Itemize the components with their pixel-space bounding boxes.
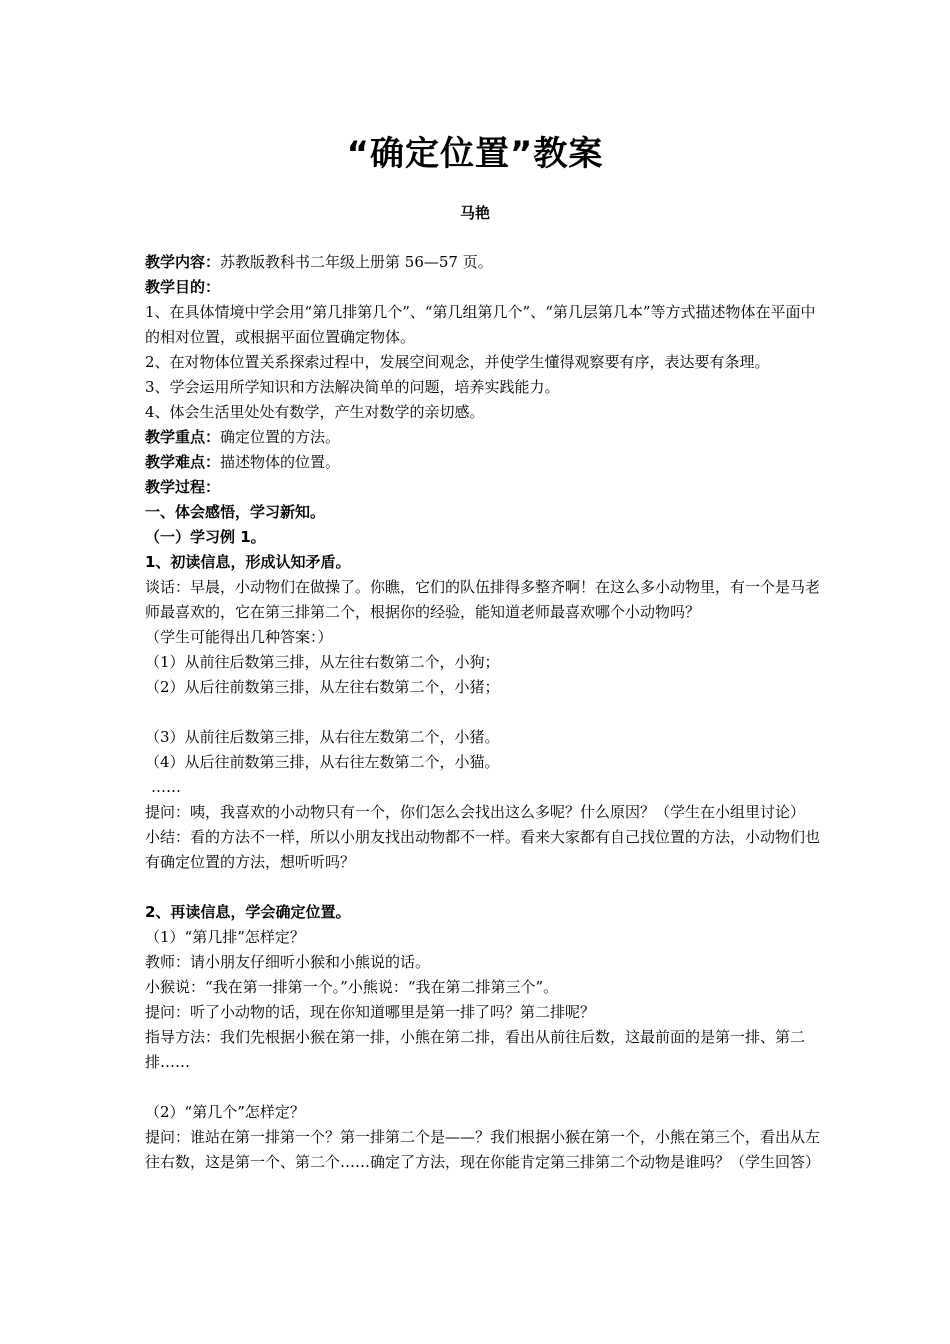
goal-4: 4、体会生活里处处有数学，产生对数学的亲切感。 [145, 403, 485, 421]
monkey-bear-line: 小猴说：“我在第一排第一个。”小熊说：“我在第二排第三个”。 [145, 978, 559, 996]
blank-line [145, 875, 820, 900]
label-process: 教学过程： [145, 478, 221, 496]
step-2-heading: 2、再读信息，学会确定位置。 [145, 903, 351, 921]
question-1: 提问：咦，我喜欢的小动物只有一个，你们怎么会找出这么多呢？什么原因？（学生在小组里讨论） [145, 803, 806, 821]
key-point-line [145, 425, 820, 450]
row-question: （1）“第几排”怎样定？ [145, 928, 305, 946]
guide-paragraph: 指导方法：我们先根据小猴在第一排，小熊在第二排，看出从前往后数，这最前面的是第一排、第二排…… [145, 1028, 806, 1071]
goal-2: 2、在对物体位置关系探索过程中，发展空间观念，并使学生懂得观察要有序，表达要有条理。 [145, 353, 770, 371]
section-1-heading: 一、体会感悟，学习新知。 [145, 503, 326, 521]
label-content: 教学内容： [145, 253, 221, 271]
sub-1-heading: （一）学习例 1。 [145, 528, 266, 546]
difficulty-text: 描述物体的位置。 [220, 453, 341, 471]
blank-line [145, 1075, 820, 1100]
question-2: 提问：听了小动物的话，现在你知道哪里是第一排了吗？第二排呢？ [145, 1003, 596, 1021]
label-difficulty: 教学难点： [145, 453, 221, 471]
document-title: “确定位置”教案 [346, 134, 604, 174]
question-3: 提问：谁站在第一排第一个？第一排第二个是——？我们根据小猴在第一个，小熊在第三个，看出从左往右数，这是第一个、第二个……确定了方法，现在你能肯定第三排第二个动物是谁吗？（学生回答） [145, 1128, 821, 1171]
answer-3: （3）从前往后数第三排，从右往左数第二个，小猪。 [145, 728, 500, 746]
document-body [145, 250, 820, 1175]
difficulty-line [145, 450, 820, 475]
label-goals: 教学目的： [145, 278, 221, 296]
ellipsis: …… [151, 778, 181, 796]
blank-line [145, 700, 820, 725]
answer-4: （4）从后往前数第三排，从右往左数第二个，小猫。 [145, 753, 500, 771]
step-1-heading: 1、初读信息，形成认知矛盾。 [145, 553, 351, 571]
key-text: 确定位置的方法。 [220, 428, 341, 446]
label-key: 教学重点： [145, 428, 221, 446]
teaching-content-line [145, 250, 820, 275]
answer-1: （1）从前往后数第三排，从左往右数第二个，小狗； [145, 653, 500, 671]
answers-intro: （学生可能得出几种答案：） [145, 628, 333, 646]
content-text: 苏教版教科书二年级上册第 56—57 页。 [220, 253, 493, 271]
answer-2: （2）从后往前数第三排，从左往右数第二个，小猪； [145, 678, 500, 696]
column-question: （2）“第几个”怎样定？ [145, 1103, 305, 1121]
goal-3: 3、学会运用所学知识和方法解决简单的问题，培养实践能力。 [145, 378, 560, 396]
goal-1: 1、在具体情境中学会用“第几排第几个”、“第几组第几个”、“第几层第几本”等方式描述物体在平面中的相对位置，或根据平面位置确定物体。 [145, 303, 816, 346]
author-name: 马艳 [459, 204, 490, 222]
teacher-line: 教师：请小朋友仔细听小猴和小熊说的话。 [145, 953, 431, 971]
summary-paragraph: 小结：看的方法不一样，所以小朋友找出动物都不一样。看来大家都有自己找位置的方法，小动物们也有确定位置的方法，想听听吗？ [145, 828, 821, 871]
talk-paragraph: 谈话：早晨，小动物们在做操了。你瞧，它们的队伍排得多整齐啊！在这么多小动物里，有一个是马老师最喜欢的，它在第三排第二个，根据你的经验，能知道老师最喜欢哪个小动物吗？ [145, 578, 821, 621]
